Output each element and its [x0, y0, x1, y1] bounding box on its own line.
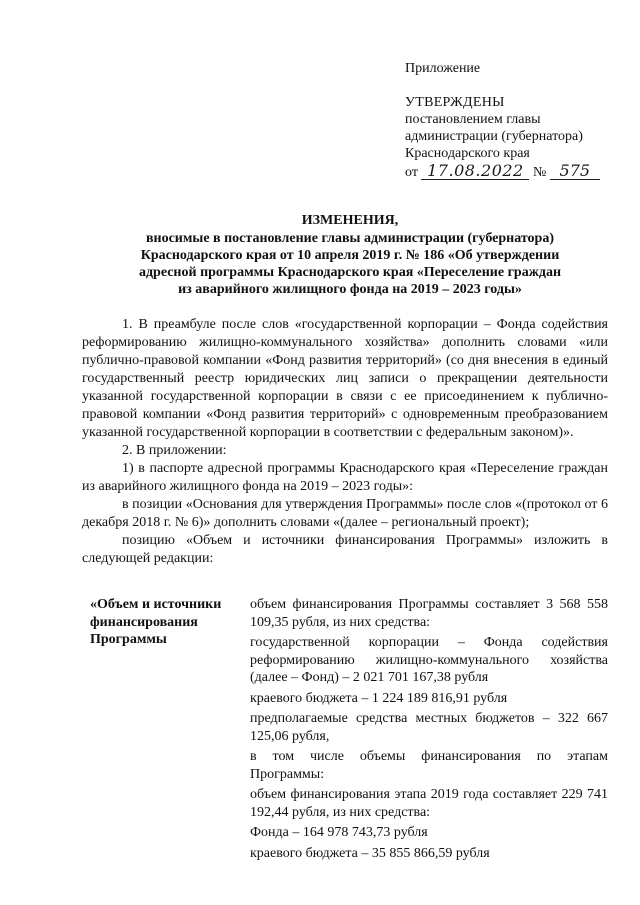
funding-line: в том числе объемы финансирования по этапам Программы: [250, 749, 608, 782]
date-number-line [405, 162, 600, 181]
paragraph: 1. В преамбуле после слов «государственной корпорации – Фонда содействия реформированию жилищно-коммунального хозяйства» дополнить словами «или публично-правовой компании «Фонд развития территорий» (со дня внесения в единый государственный реестр юридических лиц записи о прекращении деятельности указанной государственной корпорации в связи с ее присоединением к публично-правовой компании «Фонд развития территорий» с одновременным преобразованием указанной государственной корпорации в соответствии с федеральным законом)». [82, 317, 608, 440]
funding-line: государственной корпорации – Фонда содействия реформированию жилищно-коммунального хозяйства (далее – Фонд) – 2 021 701 167,38 рубля [250, 635, 608, 685]
document-body [82, 316, 608, 568]
paragraph: позицию «Объем и источники финансирования Программы» изложить в следующей редакции: [82, 533, 608, 566]
title-line: из аварийного жилищного фонда на 2019 – 2023 годы» [178, 282, 522, 297]
approved-line: постановлением главы [405, 112, 541, 127]
handwritten-number: 575 [550, 162, 600, 180]
funding-line: объем финансирования Программы составляет 3 568 558 109,35 рубля, из них средства: [250, 597, 608, 630]
title-line: вносимые в постановление главы администрации (губернатора) [145, 231, 555, 246]
funding-line: объем финансирования этапа 2019 года составляет 229 741 192,44 рубля, из них средства: [250, 787, 608, 820]
document-title [90, 212, 610, 298]
paragraph: 1) в паспорте адресной программы Краснодарского края «Переселение граждан из аварийного жилищного фонда на 2019 – 2023 годы»: [82, 461, 608, 494]
funding-line: предполагаемые средства местных бюджетов – 322 667 125,06 рубля, [250, 711, 608, 744]
approval-block [405, 94, 600, 181]
funding-label: «Объем и источники финансирования Программы [90, 597, 222, 647]
funding-line: краевого бюджета – 1 224 189 816,91 рубля [250, 690, 508, 706]
approved-line: администрации (губернатора) [405, 129, 583, 144]
approved-title: УТВЕРЖДЕНЫ [405, 95, 505, 110]
appendix-label: Приложение [405, 61, 481, 76]
title-line: Краснодарского края от 10 апреля 2019 г. № 186 «Об утверждении [140, 248, 560, 263]
approved-line: Краснодарского края [405, 146, 530, 161]
number-prefix: № [532, 165, 547, 180]
funding-line: краевого бюджета – 35 855 866,59 рубля [250, 845, 490, 861]
date-prefix: от [405, 165, 418, 180]
paragraph: 2. В приложении: [122, 443, 227, 458]
paragraph: в позиции «Основания для утверждения Программы» после слов «(протокол от 6 декабря 2018 г. № 6)» дополнить словами «(далее – региональный проект); [82, 497, 608, 530]
funding-details [250, 596, 608, 865]
handwritten-date: 17.08.2022 [421, 162, 529, 180]
funding-line: Фонда – 164 978 743,73 рубля [250, 825, 428, 840]
title-line: адресной программы Краснодарского края «Переселение граждан [138, 265, 562, 280]
title-main: ИЗМЕНЕНИЯ, [301, 213, 399, 228]
